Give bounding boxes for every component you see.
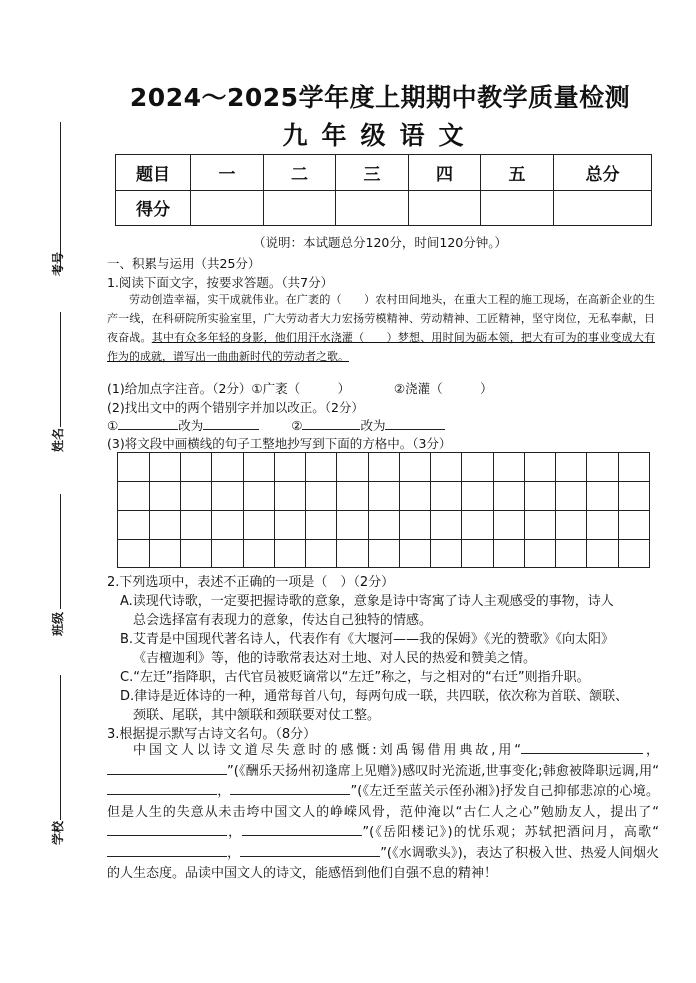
question-1-2: (2)找出文中的两个错别字并加以改正。（2分） [107, 400, 364, 415]
score-header-cell: 四 [409, 155, 481, 191]
writing-grid[interactable] [117, 452, 650, 568]
blank-index-1: ① [107, 418, 119, 433]
option-b-cont: 《吉檀迦利》等，他的诗歌常表达对土地、对人民的热爱和赞美之情。 [133, 651, 537, 666]
score-input-cell[interactable] [554, 190, 652, 226]
question-1-2-answers [107, 416, 445, 434]
exam-subtitle: 九年级语文 [282, 121, 478, 150]
answer-blank[interactable] [107, 762, 227, 775]
class-label: 班级 [51, 611, 65, 636]
score-input-cell[interactable] [336, 190, 409, 226]
q3-text: ”(《酬乐天扬州初逢席上见赠》)感叹时光流逝,世事变化;韩愈被降职远调,用“ [227, 763, 659, 779]
replace-label: 改为 [178, 418, 204, 433]
score-header-cell: 五 [481, 155, 554, 191]
option-a-cont: 总会选择富有表现力的意象，传达自己独特的情感。 [133, 613, 433, 628]
score-input-cell[interactable] [409, 190, 481, 226]
score-input-cell[interactable] [191, 190, 264, 226]
question-1-title: 1.阅读下面文字，按要求答题。（共7分） [107, 275, 334, 290]
school-label: 学校 [51, 820, 65, 845]
score-input-cell[interactable] [264, 190, 336, 226]
answer-blank[interactable] [521, 741, 643, 754]
binding-line-2 [60, 312, 61, 427]
q3-text: ”(《岳阳楼记》)的忧乐观；苏轼把酒问月，高歌“ [362, 825, 659, 840]
question-3-body: 中国文人以诗文道尽失意时的感慨:刘禹锡借用典故,用“ ，”(《酬乐天扬州初逢席上见赠》)感叹时光流逝,世事变化;韩愈被降职远调,用“， ”(《左迁至蓝关示侄孙湘》)抒发自己抑郁悲凉的心境。但是人生的失意从未击垮中国文人的峥嵘风骨，范仲淹以“古仁人之心”勉励友人，提出了“， ”(《岳阳楼记》)的忧乐观；苏轼把酒问月，高歌“， ”(《水调歌头》)，表达了积极入世、热爱人间烟火的人生态度。品读中国文人的诗文，能感悟到他们自强不息的精神！ [107, 743, 659, 881]
question-3-title: 3.根据提示默写古诗文名句。（8分） [107, 727, 317, 742]
replace-label: 改为 [360, 418, 386, 433]
question-1-1: (1)给加点字注音。（2分）①广袤（ ） ②浇灌（ ） [107, 381, 493, 396]
answer-blank[interactable] [240, 844, 380, 857]
option-d: D.律诗是近体诗的一种，通常每首八句，每两句成一联，共四联，依次称为首联、颔联、 [120, 689, 629, 704]
score-table [115, 154, 652, 226]
answer-blank[interactable] [118, 417, 178, 430]
question-1-3: (3)将文段中画横线的句子工整地抄写到下面的方格中。（3分） [107, 436, 452, 451]
answer-blank[interactable] [385, 417, 445, 430]
option-a: A.读现代诗歌，一定要把握诗歌的意象，意象是诗中寄寓了诗人主观感受的事物，诗人 [120, 594, 614, 609]
q3-text: ”(《水调歌头》)，表达了积极入世、热爱人间烟火的人生态度。品读中国文人的诗文，能感悟到他们自强不息的精神！ [107, 845, 659, 881]
question-2-title: 2.下列选项中，表述不正确的一项是（ ）（2分） [107, 575, 395, 590]
score-input-cell[interactable] [481, 190, 554, 226]
option-b: B.艾青是中国现代著名诗人，代表作有《大堰河——我的保姆》《光的赞歌》《向太阳》 [120, 632, 615, 647]
option-c: C.“左迁”指降职，古代官员被贬谪常以“左迁”称之，与之相对的“右迁”则指升职。 [120, 670, 590, 685]
passage-part-a: 劳动创造幸福，实干成就伟业。在广袤的（ ）农村田间地头，在重大工程的施工现场，在高新企业的生产一线，在科研院所实验室里，广大劳动者大力宏扬劳模精神、劳动精神、工匠精神，坚守岗位，无私奉献，日夜奋战。 [107, 293, 655, 344]
q3-text: 中国文人以诗文道尽失意时的感慨:刘禹锡借用典故,用“ [133, 743, 522, 758]
q3-text: ”(《左迁至蓝关示侄孙湘》)抒发自己抑郁悲凉的心境。但是人生的失意从未击垮中国文人的峥嵘风骨，范仲淹以“古仁人之心”勉励友人，提出了“ [107, 784, 659, 820]
answer-blank[interactable] [230, 782, 350, 795]
answer-blank[interactable] [107, 844, 227, 857]
binding-line-4 [60, 675, 61, 820]
answer-blank[interactable] [242, 823, 362, 836]
exam-title: 2024～2025学年度上期期中教学质量检测 [129, 83, 631, 112]
score-header-cell: 总分 [554, 155, 652, 191]
score-header-cell: 题目 [116, 155, 191, 191]
binding-line-top [60, 122, 61, 272]
answer-blank[interactable] [203, 417, 259, 430]
binding-line-3 [60, 494, 61, 609]
section-heading: 一、积累与运用（共25分） [107, 256, 261, 271]
answer-blank[interactable] [107, 823, 227, 836]
reading-passage [107, 290, 655, 366]
score-header-cell: 一 [191, 155, 264, 191]
answer-blank[interactable] [302, 417, 360, 430]
score-row-label: 得分 [116, 190, 191, 226]
blank-index-2: ② [291, 418, 303, 433]
exam-note: （说明：本试题总分120分，时间120分钟。） [253, 235, 507, 250]
score-header-cell: 三 [336, 155, 409, 191]
exam-no-label: 考号 [51, 251, 65, 276]
name-label: 姓名 [51, 427, 65, 452]
passage-underlined: 其中有众多年轻的身影，他们用汗水浇灌（ ）梦想、用时间为砺本领，把大有可为的事业变成大有作为的成就，谱写出一曲曲新时代的劳动者之歌。 [107, 331, 655, 363]
answer-blank[interactable] [107, 782, 217, 795]
option-d-cont: 颈联、尾联，其中颔联和颈联要对仗工整。 [133, 708, 381, 723]
score-header-cell: 二 [264, 155, 336, 191]
